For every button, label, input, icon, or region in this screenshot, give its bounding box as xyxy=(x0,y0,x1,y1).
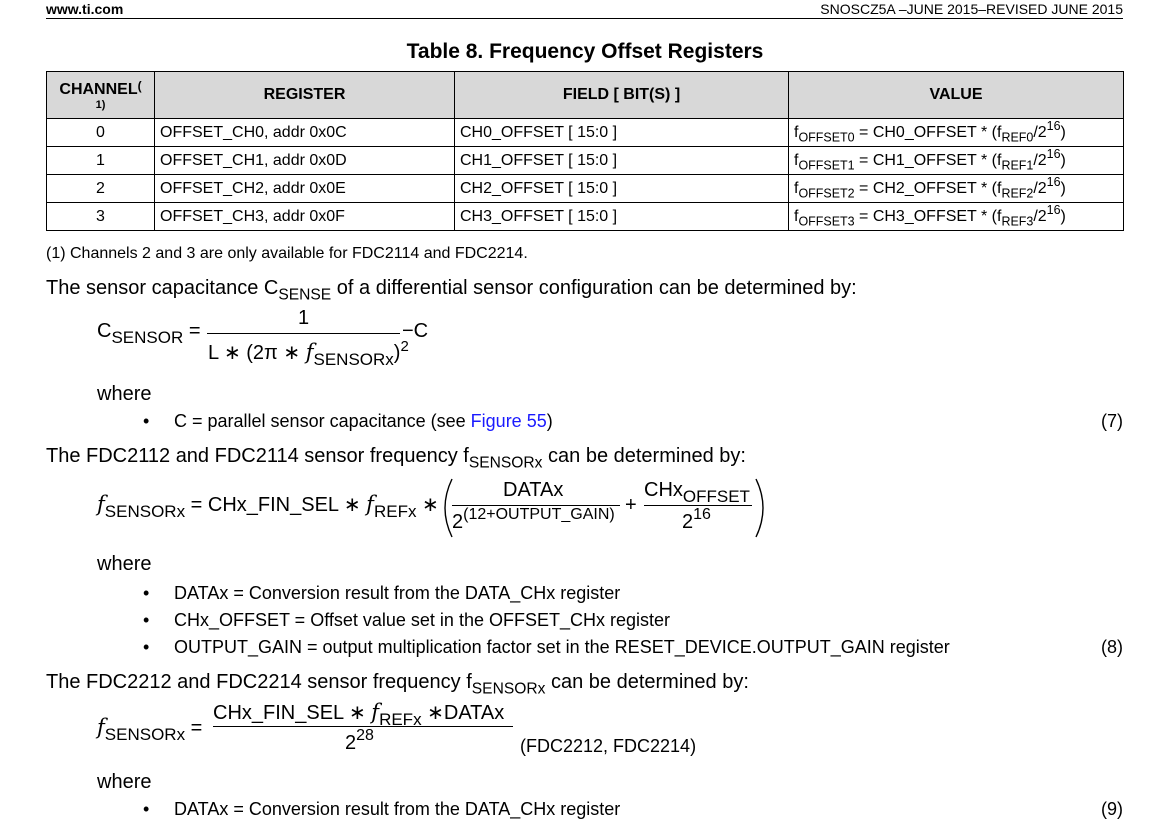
header-site: www.ti.com xyxy=(46,1,124,17)
cell-channel: 1 xyxy=(47,147,155,175)
eq8-where: where xyxy=(97,553,152,575)
eq9-denominator: $2^{28}$ xyxy=(345,727,374,754)
header-rule xyxy=(46,18,1123,19)
eq8-denominator-1: $2^{(12+OUTPUT\_GAIN)}$ xyxy=(452,506,615,533)
cell-field: CH1_OFFSET [ 15:0 ] xyxy=(455,147,789,175)
bullet-icon: • xyxy=(143,583,150,603)
eq8-numerator-1: DATAx xyxy=(503,479,564,501)
eq7-fraction-bar xyxy=(207,333,400,334)
table-row xyxy=(47,203,1124,231)
col-header-register: REGISTER xyxy=(155,72,455,119)
col-header-value: VALUE xyxy=(789,72,1124,119)
col-header-field: FIELD [ BIT(S) ] xyxy=(455,72,789,119)
eq7-number: (7) xyxy=(1101,411,1123,431)
table-title: Table 8. Frequency Offset Registers xyxy=(406,40,764,63)
cell-register: OFFSET_CH2, addr 0x0E xyxy=(155,175,455,203)
eq8-plus: + xyxy=(625,494,637,516)
cell-channel: 0 xyxy=(47,119,155,147)
eq7-bullet: C = parallel sensor capacitance (see Figure 55) xyxy=(174,411,553,431)
eq7-numerator: 1 xyxy=(298,307,310,329)
cell-value: $f_{OFFSET1}$ = CH1_OFFSET * $(f_{REF1}/2^{16})$ xyxy=(789,147,1124,175)
cell-value: $f_{OFFSET0}$ = CH0_OFFSET * $(f_{REF0}/2^{16})$ xyxy=(789,119,1124,147)
frequency-offset-table xyxy=(46,71,1124,231)
eq9-lhs: $f_{SENSORx}$ = xyxy=(97,715,203,744)
cell-register: OFFSET_CH0, addr 0x0C xyxy=(155,119,455,147)
table-row xyxy=(47,175,1124,203)
cell-value: $f_{OFFSET3}$ = CH3_OFFSET * $(f_{REF3}/2^{16})$ xyxy=(789,203,1124,231)
eq8-numerator-2: CHx$_{OFFSET}$ xyxy=(644,479,750,506)
col-header-channel: CHANNEL( 1) xyxy=(47,72,155,119)
cell-channel: 3 xyxy=(47,203,155,231)
cell-field: CH3_OFFSET [ 15:0 ] xyxy=(455,203,789,231)
eq8-lhs: $f_{SENSORx}$ = CHx_FIN_SEL ∗ $f_{REFx}$ ∗ xyxy=(97,492,439,521)
eq7-lhs: $C_{SENSOR}$ = xyxy=(97,320,201,347)
eq9-where: where xyxy=(97,771,152,793)
paragraph-csense: The sensor capacitance $C_{SENSE}$ of a differential sensor configuration can be determined by: xyxy=(46,277,857,304)
paragraph-fdc2112: The FDC2112 and FDC2114 sensor frequency $f_{SENSORx}$ can be determined by: xyxy=(46,445,746,472)
cell-field: CH2_OFFSET [ 15:0 ] xyxy=(455,175,789,203)
cell-channel: 2 xyxy=(47,175,155,203)
table-row xyxy=(47,147,1124,175)
header-doc-id: SNOSCZ5A –JUNE 2015–REVISED JUNE 2015 xyxy=(820,1,1123,17)
cell-value: $f_{OFFSET2}$ = CH2_OFFSET * $(f_{REF2}/2^{16})$ xyxy=(789,175,1124,203)
cell-register: OFFSET_CH1, addr 0x0D xyxy=(155,147,455,175)
bullet-icon: • xyxy=(143,411,150,431)
eq8-denominator-2: $2^{16}$ xyxy=(682,506,711,533)
bullet-icon: • xyxy=(143,637,150,657)
bullet-icon: • xyxy=(143,610,150,630)
eq7-tail: −C xyxy=(402,320,429,342)
figure-55-link[interactable]: Figure 55 xyxy=(470,411,547,431)
eq7-denominator: L ∗ (2π ∗ $f_{SENSORx})^2$ xyxy=(208,337,409,369)
eq9-bullet: DATAx = Conversion result from the DATA_CHx register xyxy=(174,799,621,819)
paragraph-fdc2212: The FDC2212 and FDC2214 sensor frequency $f_{SENSORx}$ can be determined by: xyxy=(46,671,749,698)
eq8-right-paren xyxy=(752,477,772,539)
table-header-row xyxy=(47,72,1124,119)
table-row xyxy=(47,119,1124,147)
eq8-number: (8) xyxy=(1101,637,1123,657)
table-footnote: (1) Channels 2 and 3 are only available for FDC2114 and FDC2214. xyxy=(46,245,528,262)
cell-register: OFFSET_CH3, addr 0x0F xyxy=(155,203,455,231)
eq9-note: (FDC2212, FDC2214) xyxy=(520,736,697,756)
eq8-bullet-2: CHx_OFFSET = Offset value set in the OFFSET_CHx register xyxy=(174,610,670,630)
eq9-number: (9) xyxy=(1101,799,1123,819)
eq8-bullet-3: OUTPUT_GAIN = output multiplication factor set in the RESET_DEVICE.OUTPUT_GAIN register xyxy=(174,637,950,657)
eq9-numerator: CHx_FIN_SEL ∗ $f_{REFx}$ ∗DATAx xyxy=(213,700,505,729)
channel-footnote-ref: 1) xyxy=(95,98,106,111)
eq8-bullet-1: DATAx = Conversion result from the DATA_CHx register xyxy=(174,583,621,603)
cell-field: CH0_OFFSET [ 15:0 ] xyxy=(455,119,789,147)
bullet-icon: • xyxy=(143,799,150,819)
eq7-where: where xyxy=(97,383,152,405)
